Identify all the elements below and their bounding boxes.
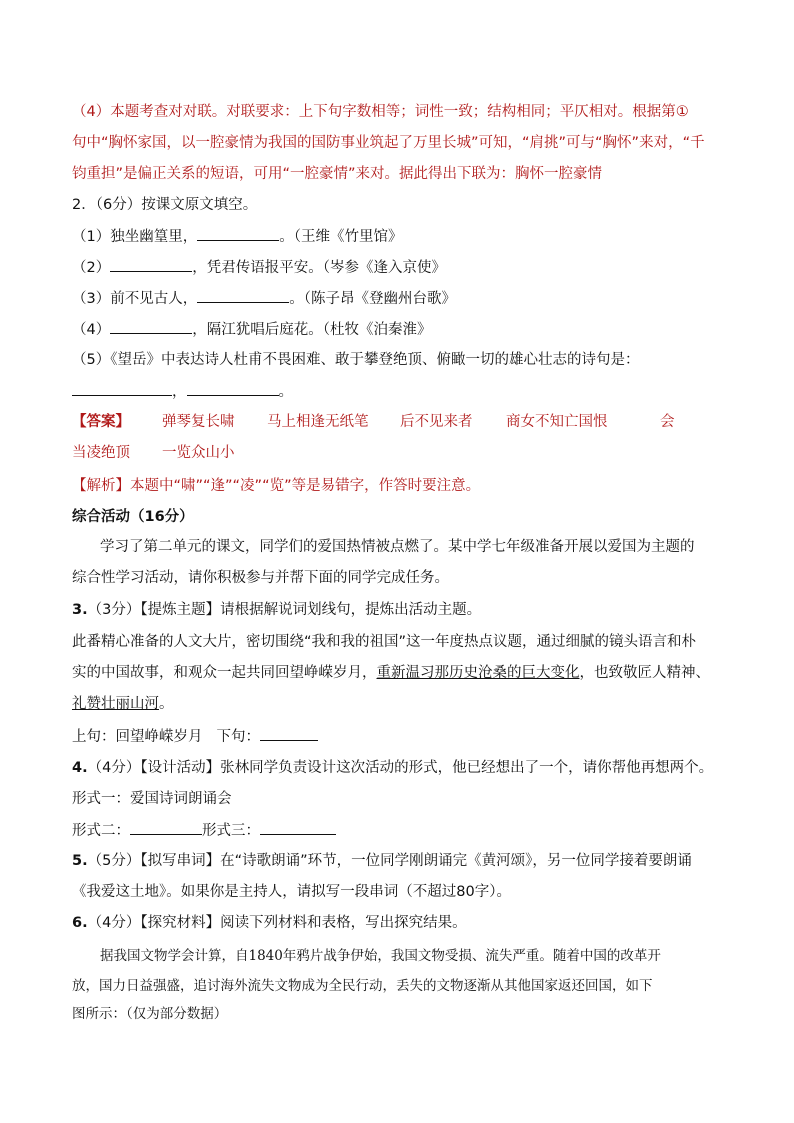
explanation-line-3: 钧重担”是偏正关系的短语，可用“一腔豪情”来对。据此得出下联为：胸怀一腔豪情 xyxy=(72,166,603,182)
question-4-text: （4分）【设计活动】张林同学负责设计这次活动的形式，他已经想出了一个，请你帮他再想两个。 xyxy=(87,760,714,776)
item-3-suffix: 。（陈子昂《登幽州台歌》 xyxy=(289,291,456,307)
passage-2-a: 实的中国故事，和观众一起共同回望峥嵘岁月， xyxy=(72,665,377,681)
question-4-number: 4. xyxy=(72,760,88,776)
section-intro-2: 综合性学习活动，请你积极参与并帮下面的同学完成任务。 xyxy=(72,570,449,586)
forms-2-3 xyxy=(72,820,336,841)
item-1-prefix: （1）独坐幽篁里， xyxy=(72,229,198,245)
material-line-3: 图所示：（仅为部分数据） xyxy=(72,1006,228,1022)
blank-1[interactable] xyxy=(197,226,279,241)
answer-6: 一览众山小 xyxy=(162,445,235,461)
question-2-item-1 xyxy=(72,226,402,247)
blank-5b[interactable] xyxy=(187,381,279,396)
question-3-passage-3 xyxy=(72,694,174,714)
answer-4: 商女不知亡国恨 xyxy=(506,414,608,430)
question-6-number: 6. xyxy=(72,915,88,931)
blank-4[interactable] xyxy=(110,319,192,334)
question-2-title: 2．（6分）按课文原文填空。 xyxy=(72,197,258,213)
question-6-title xyxy=(72,913,467,933)
passage-3-b: 。 xyxy=(159,696,174,712)
question-2-item-5: （5）《望岳》中表达诗人杜甫不畏困难、敢于攀登绝顶、俯瞰一切的雄心壮志的诗句是： xyxy=(72,352,640,368)
question-5-number: 5. xyxy=(72,853,88,869)
item-1-suffix: 。（王维《竹里馆》 xyxy=(279,229,403,245)
material-line-2: 放，国力日益强盛，追讨海外流失文物成为全民行动，丢失的文物逐渐从其他国家返还回国，如下 xyxy=(72,978,653,994)
question-3-text: （3分）【提炼主题】请根据解说词划线句，提炼出活动主题。 xyxy=(87,602,482,618)
blank-end: 。 xyxy=(278,384,293,400)
section-title: 综合活动（16分） xyxy=(72,509,194,525)
question-5-text: （5分）【拟写串词】在“诗歌朗诵”环节，一位同学刚朗诵完《黄河颂》，另一位同学接着要朗诵 xyxy=(87,853,692,869)
question-2-item-4 xyxy=(72,319,431,340)
item-2-suffix: ，凭君传语报平安。（岑参《逢入京使》 xyxy=(192,260,446,276)
form-2-blank[interactable] xyxy=(130,820,202,835)
section-intro-1: 学习了第二单元的课文，同学们的爱国热情被点燃了。某中学七年级准备开展以爱国为主题的 xyxy=(100,539,695,555)
answer-5-start: 会 xyxy=(660,414,675,430)
question-3-number: 3. xyxy=(72,602,88,618)
blank-separator: ， xyxy=(172,384,187,400)
blank-5a[interactable] xyxy=(72,381,172,396)
question-3-title xyxy=(72,600,481,620)
form-3-label: 形式三： xyxy=(202,823,260,839)
question-2-item-2 xyxy=(72,257,446,278)
question-4-title xyxy=(72,758,713,778)
question-3-passage-2 xyxy=(72,663,710,683)
answer-label: 【答案】 xyxy=(72,414,130,430)
answer-5-end: 当凌绝顶 xyxy=(72,445,130,461)
answer-1: 弹琴复长啸 xyxy=(162,414,235,430)
item-4-prefix: （4） xyxy=(72,322,111,338)
form-1: 形式一：爱国诗词朗诵会 xyxy=(72,791,232,807)
analysis xyxy=(72,476,480,496)
explanation-line-1: （4）本题考查对对联。对联要求：上下句字数相等；词性一致；结构相同；平仄相对。根据第① xyxy=(72,104,689,120)
material-line-1: 据我国文物学会计算，自1840年鸦片战争伊始，我国文物受损、流失严重。随着中国的改革开 xyxy=(100,948,661,964)
question-6-text: （4分）【探究材料】阅读下列材料和表格，写出探究结果。 xyxy=(87,915,467,931)
item-4-suffix: ，隔江犹唱后庭花。（杜牧《泊秦淮》 xyxy=(192,322,432,338)
question-2-item-5-blanks xyxy=(72,381,293,402)
blank-2[interactable] xyxy=(110,257,192,272)
underlined-phrase: 礼赞壮丽山河 xyxy=(72,696,159,712)
question-5-line-2: 《我爱这土地》。如果你是主持人，请拟写一段串词（不超过80字）。 xyxy=(72,884,511,900)
analysis-text: 【解析】本题中“啸”“逢”“凌”“览”等是易错字，作答时要注意。 xyxy=(72,478,481,494)
answer-3: 后不见来者 xyxy=(400,414,473,430)
form-3-blank[interactable] xyxy=(260,820,336,835)
passage-2-b: ，也致敬匠人精神、 xyxy=(579,665,710,681)
question-5-title xyxy=(72,851,692,871)
form-2-label: 形式二： xyxy=(72,823,130,839)
question-3-couplet xyxy=(72,726,318,747)
underlined-sentence: 重新温习那历史沧桑的巨大变化 xyxy=(376,665,580,681)
item-2-prefix: （2） xyxy=(72,260,111,276)
upper-line: 上句：回望峥嵘岁月 xyxy=(72,729,203,745)
lower-line-blank[interactable] xyxy=(260,726,318,741)
explanation-line-2: 句中“胸怀家国，以一腔豪情为我国的国防事业筑起了万里长城”可知，“肩挑”可与“胸怀”来对，“千 xyxy=(72,135,705,151)
item-3-prefix: （3）前不见古人， xyxy=(72,291,198,307)
question-2-item-3 xyxy=(72,288,456,309)
question-3-passage-1: 此番精心准备的人文大片，密切围绕“我和我的祖国”这一年度热点议题，通过细腻的镜头语言和朴 xyxy=(72,634,697,650)
answer-2: 马上相逢无纸笔 xyxy=(267,414,369,430)
blank-3[interactable] xyxy=(197,288,289,303)
lower-line-label: 下句： xyxy=(216,729,260,745)
